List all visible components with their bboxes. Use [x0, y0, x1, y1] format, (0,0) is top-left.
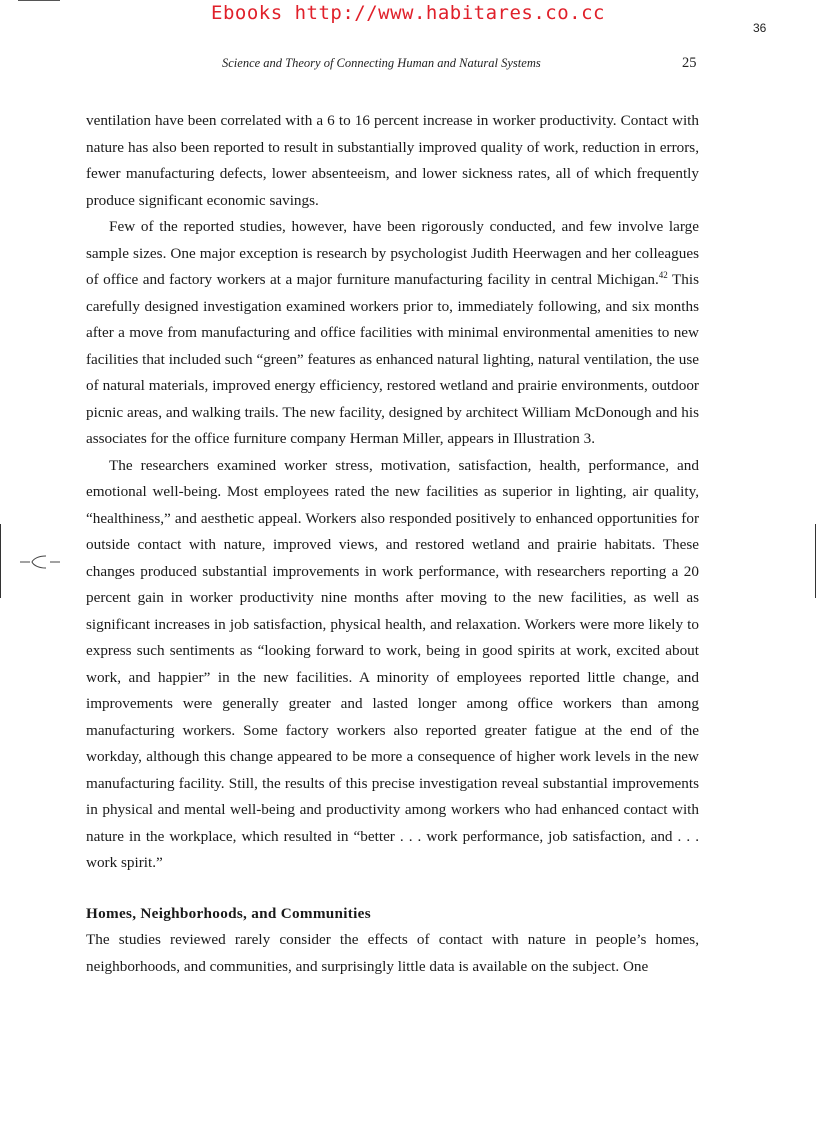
left-edge-line [0, 524, 1, 598]
paragraph-2-text-a: Few of the reported studies, however, have been rigorously conducted, and few involve large sample sizes. One major exception is research by psychologist Judith Heerwagen and her colleagues of office and factory workers at a major furniture manufacturing facility in central Michigan. [86, 218, 699, 288]
watermark-link[interactable]: Ebooks http://www.habitares.co.cc [211, 2, 605, 24]
top-left-rule [18, 0, 60, 1]
footnote-ref-42: 42 [658, 270, 668, 280]
running-head-title: Science and Theory of Connecting Human and Natural Systems [222, 56, 541, 70]
paragraph-1: ventilation have been correlated with a 6 to 16 percent increase in worker productivity. Contact with nature has also been reported to result in substantially improved quality of work, reduction in errors, fewer manufacturing defects, lower absenteeism, and lower sickness rates, all of which frequently produce significant economic savings. [86, 112, 699, 209]
paragraph-2-text-b: This carefully designed investigation examined workers prior to, immediately following, and six months after a move from manufacturing and office facilities with minimal environmental amenities to new facilities that included such “green” features as enhanced natural lighting, natural ventilation, the use of natural materials, improved energy efficiency, restored wetland and prairie environments, outdoor picnic areas, and walking trails. The new facility, designed by architect William McDonough and his associates for the office furniture company Herman Miller, appears in Illustration 3. [86, 271, 699, 447]
paragraph-3: The researchers examined worker stress, motivation, satisfaction, health, performance, and emotional well-being. Most employees rated the new facilities as superior in lighting, air quality, “healthiness,” and aesthetic appeal. Workers also responded positively to enhanced opportunities for outside contact with nature, improved views, and restored wetland and prairie habitats. These changes produced substantial improvements in work performance, with researchers reporting a 20 percent gain in worker productivity nine months after moving to the new facilities, as well as significant increases in job satisfaction, physical health, and relaxation. Workers were more likely to express such sentiments as “looking forward to work, being in good spirits at work, excited about work, and happier” in the new facilities. A minority of employees reported little change, and improvements were generally greater and lasted longer among office workers than among manufacturing workers. Some factory workers also reported greater fatigue at the end of the workday, although this change appeared to be more a consequence of higher work levels in the new manufacturing facility. Still, the results of this precise investigation reveal substantial improvements in physical and mental well-being and productivity among workers who had enhanced contact with nature in the workplace, which resulted in “better . . . work performance, job satisfaction, and . . . work spirit.” [86, 456, 699, 871]
paragraph-4: The studies reviewed rarely consider the effects of contact with nature in people’s homes, neighborhoods, and communities, and surprisingly little data is available on the subject. One [86, 931, 699, 975]
page-number: 25 [682, 55, 697, 71]
crop-mark-icon [20, 551, 62, 575]
body-text [86, 108, 699, 980]
paragraph-2 [86, 214, 699, 453]
section-heading: Homes, Neighborhoods, and Communities [86, 904, 371, 922]
scan-page-number: 36 [753, 21, 767, 35]
